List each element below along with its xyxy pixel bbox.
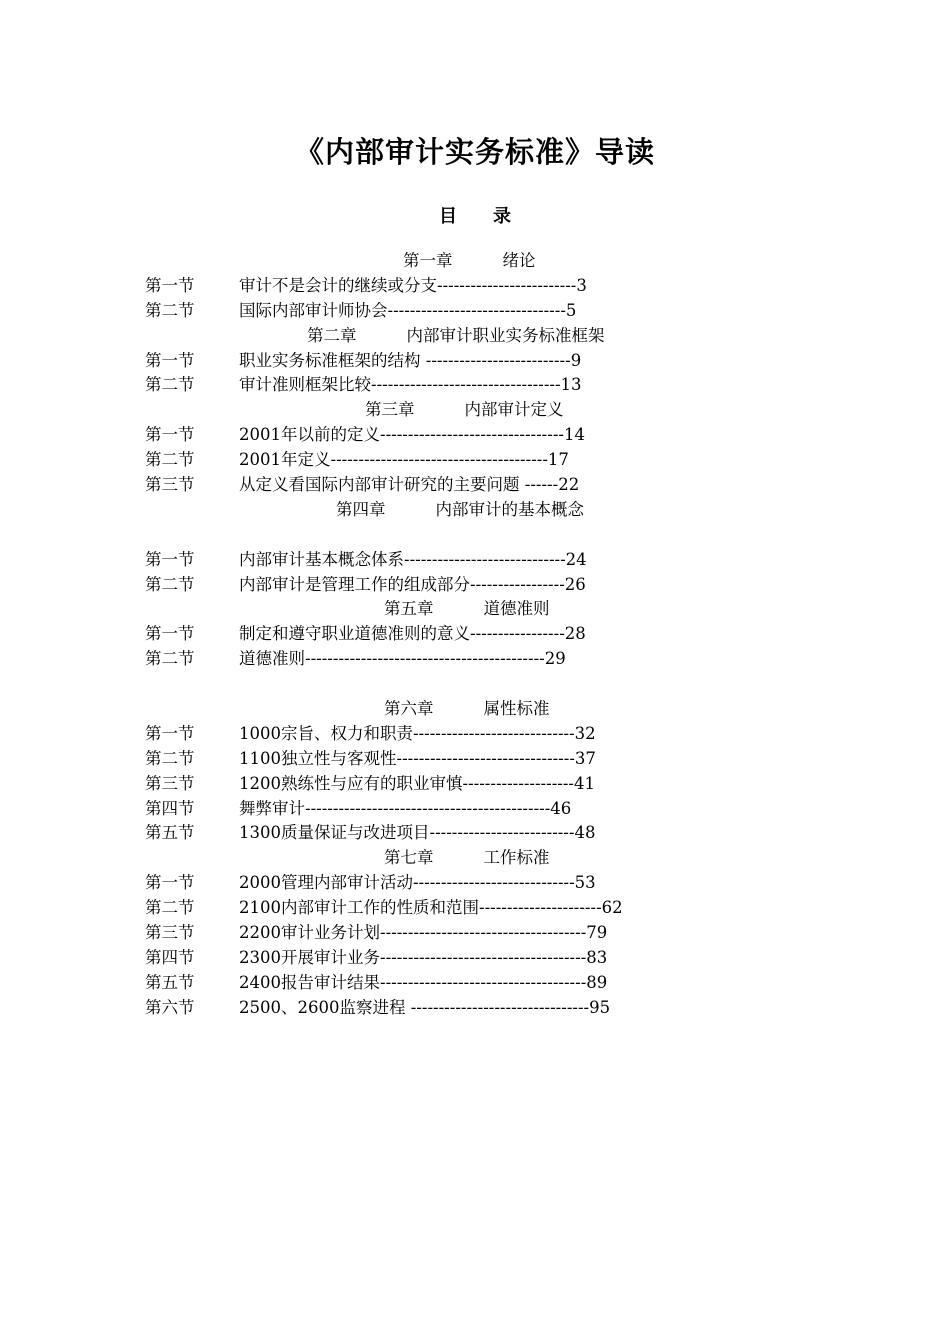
chapter-title: 工作标准 xyxy=(483,848,550,868)
chapter-number: 第四章 xyxy=(336,499,386,519)
section-title-with-page: 舞弊审计--------------------------------------------46 xyxy=(239,798,572,818)
section-title-with-page: 职业实务标准框架的结构 --------------------------9 xyxy=(239,350,582,370)
section-label: 第二节 xyxy=(145,898,195,918)
toc-section-entry xyxy=(145,871,805,896)
chapter-number: 第一章 xyxy=(403,251,453,270)
section-label: 第五节 xyxy=(145,972,195,992)
section-label: 第二节 xyxy=(145,300,195,320)
section-title-with-page: 2200审计业务计划-------------------------------------79 xyxy=(239,923,608,943)
toc-heading-char-1: 目 xyxy=(439,206,457,227)
toc-chapter-heading xyxy=(145,846,805,871)
toc-heading xyxy=(0,202,950,228)
section-label: 第二节 xyxy=(145,450,195,470)
toc-section-entry xyxy=(145,772,805,797)
section-title-with-page: 审计不是会计的继续或分支-------------------------3 xyxy=(239,275,587,295)
chapter-title: 绪论 xyxy=(502,251,536,270)
section-label: 第二节 xyxy=(145,574,195,594)
section-title-with-page: 2500、2600监察进程 --------------------------------95 xyxy=(239,997,611,1017)
chapter-number: 第七章 xyxy=(384,848,434,868)
section-title-with-page: 国际内部审计师协会--------------------------------5 xyxy=(239,300,577,320)
toc-section-entry xyxy=(145,797,805,822)
toc-spacer xyxy=(145,523,805,548)
chapter-title: 道德准则 xyxy=(483,599,550,619)
toc-heading-char-2: 录 xyxy=(493,206,511,227)
section-title-with-page: 道德准则-------------------------------------------29 xyxy=(239,649,566,669)
toc-section-entry xyxy=(145,896,805,921)
toc-section-entry xyxy=(145,647,805,672)
section-title-with-page: 2001年定义---------------------------------------17 xyxy=(239,450,569,470)
section-label: 第四节 xyxy=(145,947,195,967)
toc-chapter-heading xyxy=(145,697,805,722)
toc-section-entry xyxy=(145,622,805,647)
toc-chapter-heading xyxy=(145,249,805,274)
chapter-number: 第二章 xyxy=(307,325,357,345)
section-label: 第一节 xyxy=(145,425,195,445)
toc-section-entry xyxy=(145,747,805,772)
chapter-number: 第三章 xyxy=(365,400,415,420)
section-title-with-page: 2001年以前的定义---------------------------------14 xyxy=(239,425,585,445)
section-label: 第二节 xyxy=(145,649,195,669)
toc-section-entry xyxy=(145,349,805,374)
document-title: 《内部审计实务标准》导读 xyxy=(294,135,655,169)
section-title-with-page: 2400报告审计结果-------------------------------------89 xyxy=(239,972,608,992)
section-title-with-page: 从定义看国际内部审计研究的主要问题 ------22 xyxy=(239,475,580,495)
chapter-title: 内部审计职业实务标准框架 xyxy=(406,325,605,345)
section-label: 第一节 xyxy=(145,275,195,295)
section-label: 第一节 xyxy=(145,723,195,743)
toc-chapter-heading xyxy=(145,597,805,622)
toc-section-entry xyxy=(145,946,805,971)
toc-section-entry xyxy=(145,996,805,1021)
section-title-with-page: 1000宗旨、权力和职责-----------------------------32 xyxy=(239,723,596,743)
section-title-with-page: 1200熟练性与应有的职业审慎--------------------41 xyxy=(239,773,595,793)
toc-section-entry xyxy=(145,722,805,747)
section-label: 第三节 xyxy=(145,773,195,793)
section-title-with-page: 2100内部审计工作的性质和范围----------------------62 xyxy=(239,898,623,918)
toc-spacer xyxy=(145,672,805,697)
section-title-with-page: 2300开展审计业务-------------------------------------83 xyxy=(239,947,608,967)
section-label: 第二节 xyxy=(145,375,195,395)
toc-section-entry xyxy=(145,423,805,448)
section-title-with-page: 内部审计是管理工作的组成部分-----------------26 xyxy=(239,574,586,594)
chapter-number: 第六章 xyxy=(384,699,434,719)
section-title-with-page: 1100独立性与客观性--------------------------------37 xyxy=(239,748,596,768)
section-label: 第一节 xyxy=(145,873,195,893)
chapter-title: 内部审计的基本概念 xyxy=(435,499,584,519)
section-label: 第一节 xyxy=(145,350,195,370)
toc-section-entry xyxy=(145,274,805,299)
section-title-with-page: 1300质量保证与改进项目--------------------------48 xyxy=(239,823,596,843)
section-label: 第六节 xyxy=(145,997,195,1017)
section-label: 第三节 xyxy=(145,923,195,943)
section-label: 第三节 xyxy=(145,475,195,495)
section-label: 第一节 xyxy=(145,624,195,644)
chapter-title: 内部审计定义 xyxy=(464,400,564,420)
chapter-title: 属性标准 xyxy=(483,699,550,719)
section-label: 第四节 xyxy=(145,798,195,818)
section-label: 第二节 xyxy=(145,748,195,768)
toc-chapter-heading xyxy=(145,498,805,523)
table-of-contents xyxy=(145,249,805,1021)
section-title-with-page: 制定和遵守职业道德准则的意义-----------------28 xyxy=(239,624,586,644)
toc-section-entry xyxy=(145,299,805,324)
section-title-with-page: 审计准则框架比较----------------------------------13 xyxy=(239,375,582,395)
toc-section-entry xyxy=(145,971,805,996)
toc-section-entry xyxy=(145,373,805,398)
section-label: 第一节 xyxy=(145,549,195,569)
toc-section-entry xyxy=(145,821,805,846)
toc-section-entry xyxy=(145,548,805,573)
section-title-with-page: 2000管理内部审计活动-----------------------------53 xyxy=(239,873,596,893)
section-title-with-page: 内部审计基本概念体系-----------------------------24 xyxy=(239,549,587,569)
toc-section-entry xyxy=(145,921,805,946)
toc-section-entry xyxy=(145,573,805,598)
toc-chapter-heading xyxy=(145,324,805,349)
toc-section-entry xyxy=(145,473,805,498)
section-label: 第五节 xyxy=(145,823,195,843)
chapter-number: 第五章 xyxy=(384,599,434,619)
toc-chapter-heading xyxy=(145,398,805,423)
toc-section-entry xyxy=(145,448,805,473)
